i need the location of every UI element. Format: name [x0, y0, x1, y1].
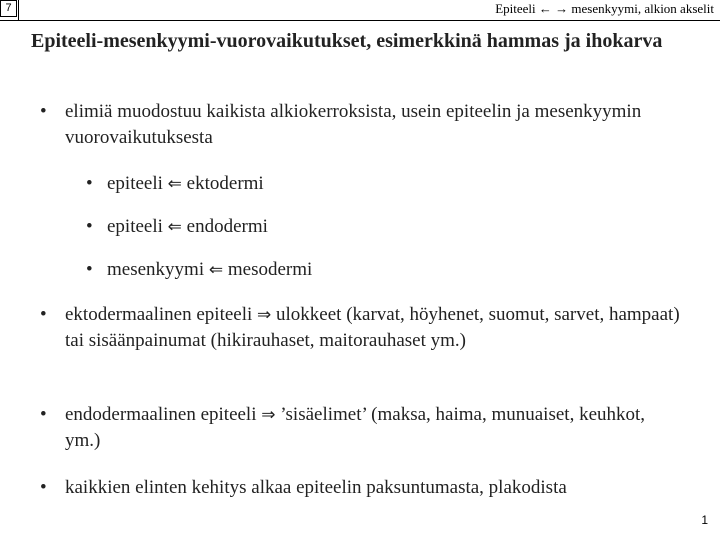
slide-number: 7: [0, 0, 17, 17]
bullet-text: kaikkien elinten kehitys alkaa epiteelin paksuntumasta, plakodista: [65, 477, 567, 498]
sub-bullet-source: epiteeli: [107, 173, 163, 194]
bullet-dot: •: [40, 101, 47, 122]
sub-bullet-target: ektodermi: [186, 173, 264, 194]
sub-bullet-target: mesodermi: [227, 259, 313, 280]
page-title: Epiteeli-mesenkyymi-vuorovaikutukset, esimerkkinä hammas ja ihokarva: [31, 30, 663, 52]
bullet-dot: •: [40, 477, 47, 498]
bullet-dot: •: [86, 259, 93, 280]
bullet-item: [40, 302, 690, 354]
arrow-left-icon: ⇐: [167, 174, 182, 194]
bullet-dot: •: [86, 173, 93, 194]
page-number: 1: [701, 513, 708, 527]
sub-bullet-item: [86, 214, 686, 240]
bullet-item: [40, 99, 670, 151]
running-header: Epiteeli ← → mesenkyymi, alkion akselit: [495, 1, 714, 16]
bullet-source: ektodermaalinen epiteeli: [65, 304, 253, 325]
sub-bullet-source: mesenkyymi: [107, 259, 205, 280]
bullet-dot: •: [40, 404, 47, 425]
bullet-item: [40, 402, 660, 454]
bullet-item: [40, 475, 710, 501]
bullet-text: elimiä muodostuu kaikista alkiokerroksista, usein epiteelin ja mesenkyymin vuorovaikutuksesta: [65, 101, 642, 148]
bullet-dot: •: [40, 304, 47, 325]
arrow-left-icon: ⇐: [167, 217, 182, 237]
bullet-dot: •: [86, 216, 93, 237]
sub-bullet-item: [86, 257, 686, 283]
bullet-target: ’sisäelimet’ (maksa, haima, munuaiset, keuhkot, ym.): [65, 404, 646, 451]
arrow-right-icon: ⇒: [261, 405, 276, 425]
sub-bullet-source: epiteeli: [107, 216, 163, 237]
sub-bullet-target: endodermi: [186, 216, 268, 237]
bullet-target: ulokkeet (karvat, höyhenet, suomut, sarvet, hampaat) tai sisäänpainumat (hikirauhaset, maitorauhaset ym.): [65, 304, 680, 351]
sub-bullet-item: [86, 171, 686, 197]
arrow-right-icon: ⇒: [257, 305, 272, 325]
bullet-source: endodermaalinen epiteeli: [65, 404, 257, 425]
arrow-left-icon: ⇐: [208, 260, 224, 280]
